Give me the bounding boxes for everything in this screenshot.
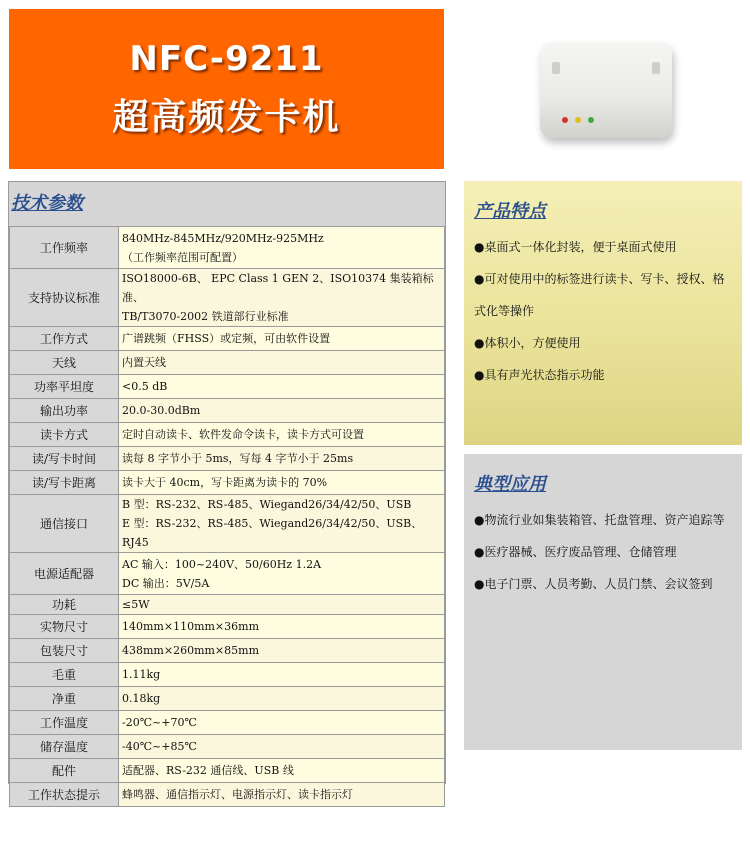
spec-value-line: E 型：RS-232、RS-485、Wiegand26/34/42/50、USB、RJ45: [122, 517, 423, 549]
product-photo: [540, 42, 672, 138]
spec-value-line: 840MHz-845MHz/920MHz-925MHz: [122, 231, 324, 245]
application-item: ●医疗器械、医疗废品管理、仓储管理: [474, 545, 677, 559]
spec-value-line: 20.0-30.0dBm: [122, 404, 201, 417]
spec-row: [10, 735, 445, 759]
feature-item: ●具有声光状态指示功能: [474, 368, 605, 382]
product-banner: [9, 9, 444, 169]
spec-row: [10, 269, 445, 327]
spec-row: [10, 687, 445, 711]
spec-row: [10, 227, 445, 269]
spec-value-line: -20℃~+70℃: [122, 716, 197, 729]
spec-row: [10, 553, 445, 595]
spec-table: [9, 226, 445, 807]
spec-label: 读卡方式: [10, 423, 119, 447]
feature-item: ●可对使用中的标签进行读卡、写卡、授权、格式化等操作: [474, 272, 725, 318]
applications-title: 典型应用: [474, 474, 546, 495]
feature-item: ●体积小，方便使用: [474, 336, 581, 350]
led-indicator-red: [562, 117, 568, 123]
spec-row: [10, 471, 445, 495]
spec-title: 技术参数: [9, 182, 445, 226]
spec-value-line: 适配器、RS-232 通信线、USB 线: [122, 764, 294, 777]
applications-panel: [464, 454, 742, 750]
spec-value: [119, 759, 445, 783]
spec-label: 工作温度: [10, 711, 119, 735]
spec-row: [10, 399, 445, 423]
spec-row: [10, 423, 445, 447]
spec-label: 支持协议标准: [10, 269, 119, 327]
spec-value-line: AC 输入：100~240V、50/60Hz 1.2A: [122, 557, 322, 571]
application-item: ●物流行业如集装箱管、托盘管理、资产追踪等: [474, 513, 725, 527]
spec-value: [119, 615, 445, 639]
spec-label: 储存温度: [10, 735, 119, 759]
device-side-slot: [652, 62, 660, 74]
spec-label: 输出功率: [10, 399, 119, 423]
spec-value-line: 定时自动读卡、软件发命令读卡，读卡方式可设置: [122, 428, 364, 441]
spec-value-line: 广谱跳频（FHSS）或定频，可由软件设置: [122, 332, 331, 345]
spec-value: [119, 269, 445, 327]
spec-row: [10, 759, 445, 783]
product-name: 超高频发卡机: [112, 96, 341, 138]
spec-value-line: <0.5 dB: [122, 380, 168, 393]
spec-section: [8, 181, 446, 802]
spec-value: [119, 327, 445, 351]
spec-value-line: ISO18000-6B、 EPC Class 1 GEN 2、ISO10374 集装箱标准、: [122, 272, 434, 304]
spec-value-line: 1.11kg: [122, 668, 161, 681]
spec-label: 功率平坦度: [10, 375, 119, 399]
spec-value: [119, 375, 445, 399]
spec-label: 毛重: [10, 663, 119, 687]
spec-value-line: （工作频率范围可配置）: [122, 250, 243, 264]
spec-value-line: -40℃~+85℃: [122, 740, 197, 753]
application-item: ●电子门票、人员考勤、人员门禁、会议签到: [474, 577, 713, 591]
spec-value: [119, 423, 445, 447]
spec-label: 工作频率: [10, 227, 119, 269]
spec-value: [119, 687, 445, 711]
spec-value-line: B 型：RS-232、RS-485、Wiegand26/34/42/50、USB: [122, 498, 412, 511]
spec-value-line: 读每 8 字节小于 5ms，写每 4 字节小于 25ms: [122, 452, 354, 465]
spec-row: [10, 327, 445, 351]
spec-row: [10, 663, 445, 687]
spec-value: [119, 351, 445, 375]
spec-label: 读/写卡距离: [10, 471, 119, 495]
spec-label: 工作状态提示: [10, 783, 119, 807]
spec-label: 读/写卡时间: [10, 447, 119, 471]
spec-value-line: 读卡大于 40cm，写卡距离为读卡的 70%: [122, 476, 328, 489]
spec-value: [119, 663, 445, 687]
spec-value: [119, 783, 445, 807]
spec-value: [119, 553, 445, 595]
spec-label: 功耗: [10, 595, 119, 615]
spec-label: 天线: [10, 351, 119, 375]
device-side-slot: [552, 62, 560, 74]
spec-value: [119, 595, 445, 615]
led-indicator-green: [588, 117, 594, 123]
spec-row: [10, 351, 445, 375]
spec-label: 电源适配器: [10, 553, 119, 595]
features-title: 产品特点: [474, 201, 546, 222]
features-list: [464, 231, 742, 391]
spec-row: [10, 375, 445, 399]
spec-row: [10, 783, 445, 807]
spec-label: 通信接口: [10, 495, 119, 553]
spec-label: 工作方式: [10, 327, 119, 351]
spec-value: [119, 639, 445, 663]
spec-label: 净重: [10, 687, 119, 711]
spec-value: [119, 471, 445, 495]
applications-list: [464, 504, 742, 600]
features-panel: [464, 181, 742, 445]
spec-value-line: 438mm×260mm×85mm: [122, 644, 260, 657]
led-indicator-yellow: [575, 117, 581, 123]
model-number: NFC-9211: [129, 38, 324, 79]
spec-row: [10, 615, 445, 639]
spec-value-line: 140mm×110mm×36mm: [122, 620, 260, 633]
feature-item: ●桌面式一体化封装，便于桌面式使用: [474, 240, 677, 254]
spec-row: [10, 711, 445, 735]
spec-value-line: TB/T3070-2002 铁道部行业标准: [122, 310, 289, 323]
spec-value-line: 蜂鸣器、通信指示灯、电源指示灯、读卡指示灯: [122, 788, 353, 801]
spec-row: [10, 447, 445, 471]
spec-label: 实物尺寸: [10, 615, 119, 639]
spec-value-line: 0.18kg: [122, 692, 161, 705]
spec-value: [119, 399, 445, 423]
spec-label: 配件: [10, 759, 119, 783]
spec-row: [10, 639, 445, 663]
spec-value-line: DC 输出：5V/5A: [122, 576, 210, 590]
spec-row: [10, 595, 445, 615]
spec-label: 包装尺寸: [10, 639, 119, 663]
spec-value: [119, 447, 445, 471]
spec-value: [119, 227, 445, 269]
spec-value: [119, 495, 445, 553]
spec-value: [119, 711, 445, 735]
spec-row: [10, 495, 445, 553]
spec-value: [119, 735, 445, 759]
spec-value-line: ≤5W: [122, 598, 150, 611]
spec-value-line: 内置天线: [122, 356, 166, 369]
